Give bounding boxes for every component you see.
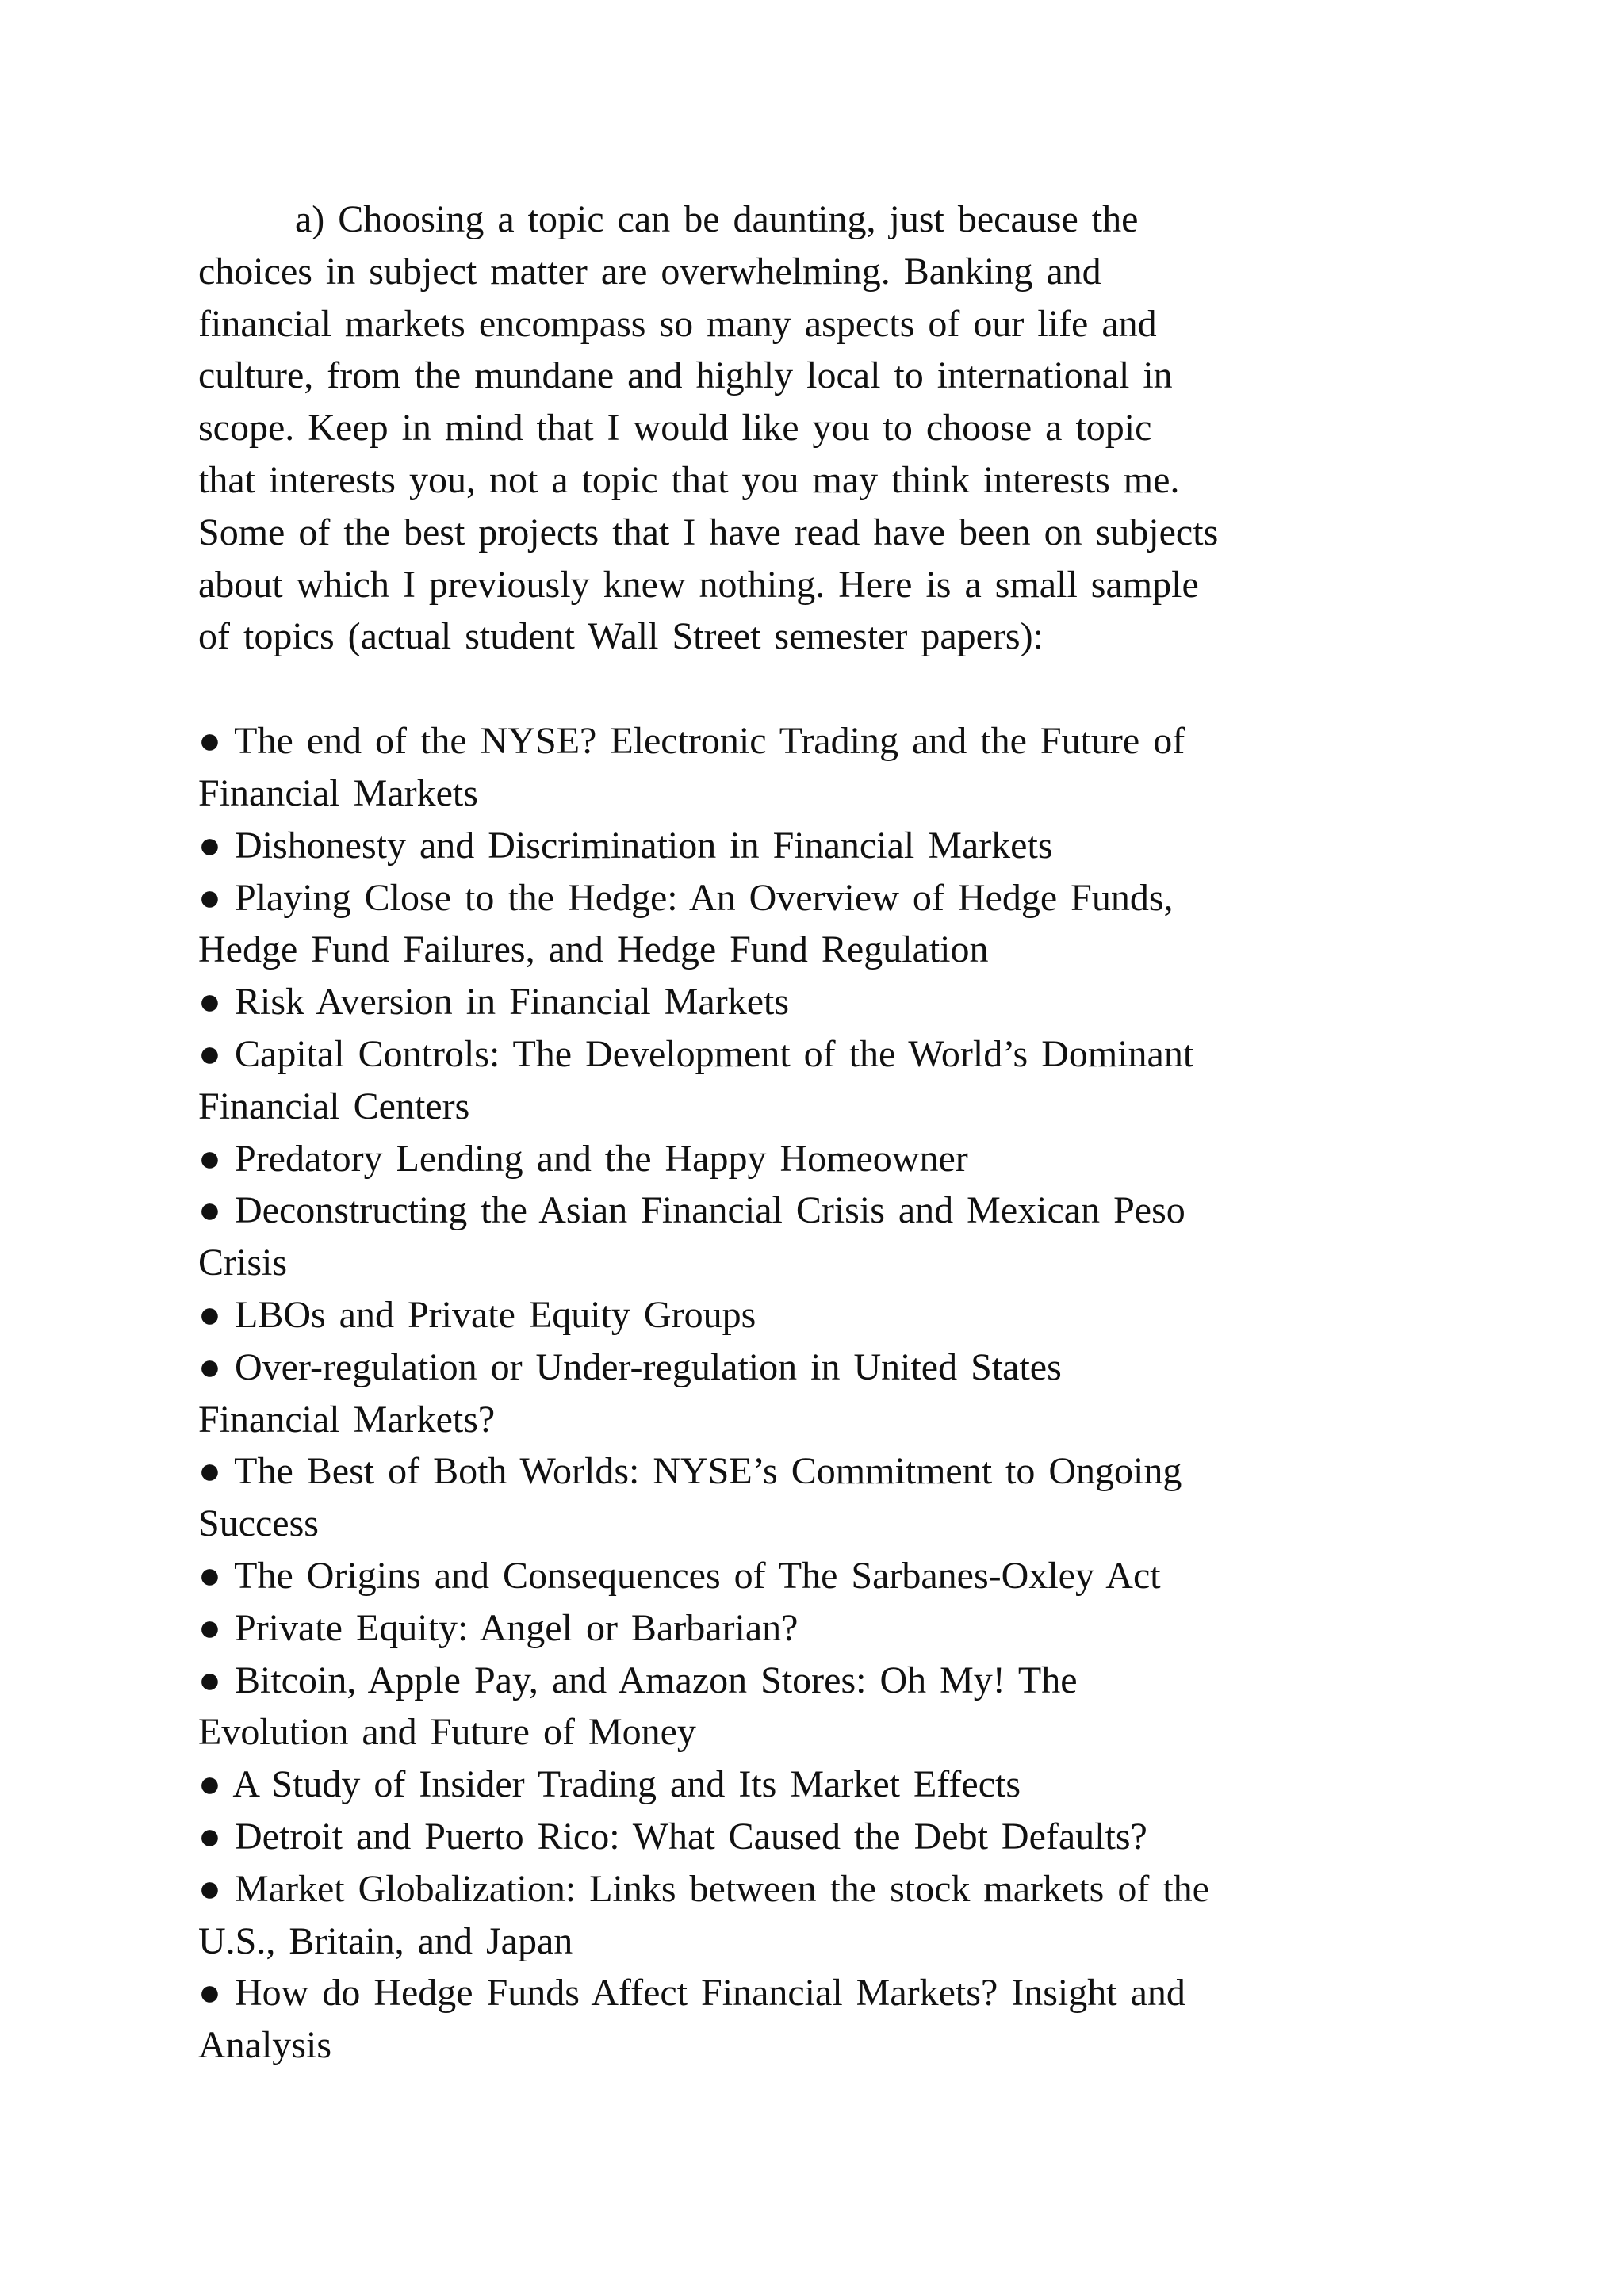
intro-line: choices in subject matter are overwhelming. Banking and (198, 250, 1101, 293)
list-item (198, 1445, 1435, 1550)
topic-line: Financial Markets (198, 771, 478, 814)
topic-line: Financial Centers (198, 1085, 470, 1127)
topic-line: U.S., Britain, and Japan (198, 1919, 573, 1962)
list-item (198, 1655, 1435, 1759)
list-item (198, 1811, 1435, 1863)
list-item (198, 820, 1435, 872)
topic-line: ● Bitcoin, Apple Pay, and Amazon Stores: Oh My! The (198, 1659, 1078, 1701)
topic-line: ● Capital Controls: The Development of the World’s Dominant (198, 1032, 1194, 1075)
topic-line: ● The Origins and Consequences of The Sarbanes-Oxley Act (198, 1554, 1161, 1597)
topic-line: ● Dishonesty and Discrimination in Financial Markets (198, 824, 1053, 867)
intro-line: a) Choosing a topic can be daunting, just because the (295, 198, 1139, 240)
list-item (198, 715, 1435, 820)
list-item (198, 1289, 1435, 1341)
list-item (198, 1758, 1435, 1811)
intro-paragraph (198, 193, 1435, 663)
topic-line: ● Private Equity: Angel or Barbarian? (198, 1606, 799, 1649)
list-item (198, 976, 1435, 1028)
topic-line: Evolution and Future of Money (198, 1711, 696, 1754)
intro-line: about which I previously knew nothing. Here is a small sample (198, 563, 1199, 606)
document-body (198, 193, 1435, 2072)
list-item (198, 1184, 1435, 1289)
topic-line: ● LBOs and Private Equity Groups (198, 1293, 756, 1336)
list-item (198, 872, 1435, 977)
intro-line: culture, from the mundane and highly local to international in (198, 354, 1173, 397)
topic-line: ● Deconstructing the Asian Financial Crisis and Mexican Peso (198, 1189, 1185, 1232)
topic-line: ● Predatory Lending and the Happy Homeowner (198, 1137, 968, 1180)
topic-line: Success (198, 1502, 319, 1545)
topic-line: ● Over-regulation or Under-regulation in United States (198, 1345, 1062, 1388)
list-item (198, 1602, 1435, 1655)
topic-line: ● The end of the NYSE? Electronic Trading and the Future of (198, 720, 1185, 763)
intro-line: Some of the best projects that I have read have been on subjects (198, 511, 1219, 553)
intro-line: financial markets encompass so many aspects of our life and (198, 302, 1157, 345)
intro-line: that interests you, not a topic that you may think interests me. (198, 458, 1180, 501)
topic-line: ● A Study of Insider Trading and Its Market Effects (198, 1763, 1021, 1806)
topic-line: ● The Best of Both Worlds: NYSE’s Commitment to Ongoing (198, 1450, 1182, 1493)
topic-line: ● Detroit and Puerto Rico: What Caused the Debt Defaults? (198, 1815, 1147, 1858)
intro-line: scope. Keep in mind that I would like you to choose a topic (198, 407, 1152, 450)
topic-list (198, 715, 1435, 2072)
intro-line: of topics (actual student Wall Street semester papers): (198, 615, 1044, 658)
topic-line: Analysis (198, 2024, 331, 2067)
topic-line: ● Market Globalization: Links between the stock markets of the (198, 1867, 1209, 1910)
topic-line: Financial Markets? (198, 1398, 496, 1441)
topic-line: Crisis (198, 1242, 288, 1284)
topic-line: ● Risk Aversion in Financial Markets (198, 981, 790, 1024)
list-item (198, 1550, 1435, 1602)
list-item (198, 1863, 1435, 1968)
topic-line: Hedge Fund Failures, and Hedge Fund Regulation (198, 928, 989, 971)
list-item (198, 1341, 1435, 1446)
topic-line: ● How do Hedge Funds Affect Financial Markets? Insight and (198, 1972, 1185, 2015)
topic-line: ● Playing Close to the Hedge: An Overview of Hedge Funds, (198, 876, 1174, 919)
list-item (198, 1967, 1435, 2072)
list-item (198, 1133, 1435, 1185)
list-item (198, 1028, 1435, 1133)
